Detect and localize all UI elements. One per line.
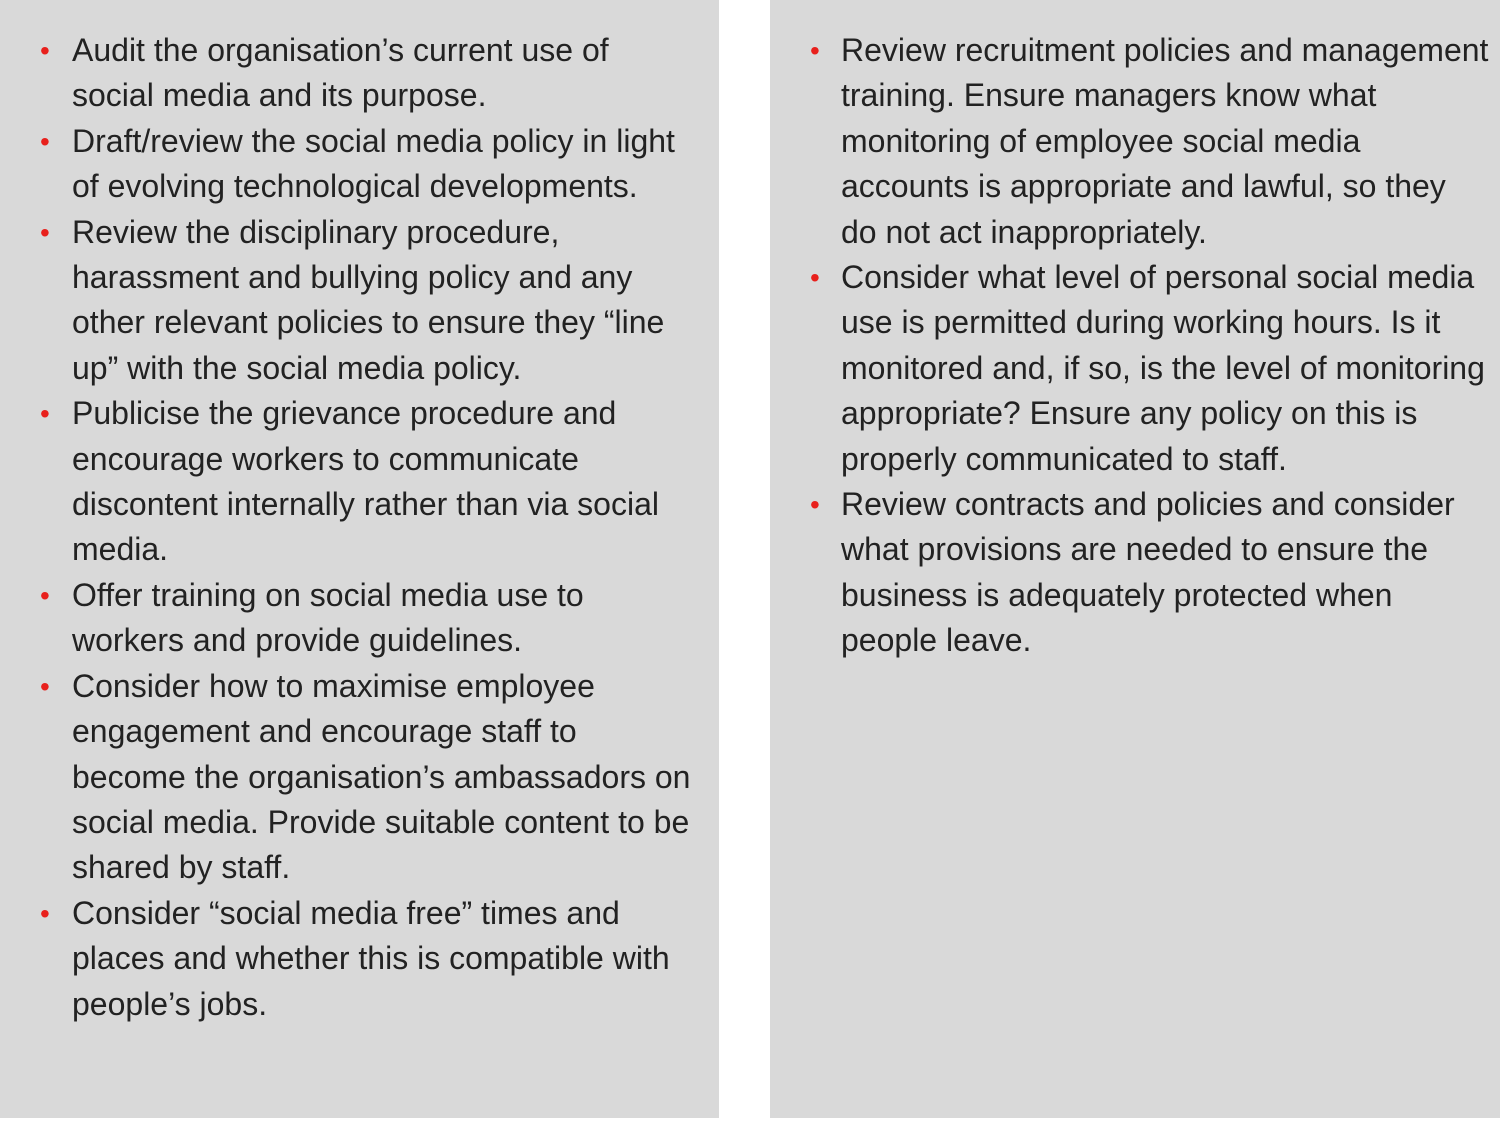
list-item-text: Review the disciplinary procedure, harassment and bullying policy and any other relevant policies to ensure they “line up” with the social media policy. bbox=[72, 213, 665, 386]
list-item-text: Consider what level of personal social media use is permitted during working hours. Is it monitored and, if so, is the level of monitoring appropriate? Ensure any policy on this is properly communicated to staff. bbox=[841, 259, 1485, 477]
bullet-icon: • bbox=[40, 35, 50, 66]
bullet-icon: • bbox=[810, 262, 820, 294]
left-bullet-list bbox=[40, 28, 699, 1027]
list-item-text: Review recruitment policies and management training. Ensure managers know what monitoring of employee social media accounts is appropriate and lawful, so they do not act inappropriately. bbox=[841, 32, 1489, 250]
list-item bbox=[810, 28, 1490, 255]
list-item-text: Audit the organisation’s current use of social media and its purpose. bbox=[72, 32, 609, 114]
bullet-icon: • bbox=[40, 897, 50, 929]
list-item-text: Consider how to maximise employee engagement and encourage staff to become the organisation’s ambassadors on social media. Provide suitable content to be shared by staff. bbox=[72, 667, 691, 886]
bullet-icon: • bbox=[40, 670, 50, 702]
bullet-icon: • bbox=[810, 489, 820, 521]
list-item bbox=[40, 391, 699, 573]
list-item bbox=[40, 210, 699, 392]
bullet-icon: • bbox=[40, 216, 50, 248]
right-panel bbox=[770, 0, 1500, 1118]
list-item bbox=[40, 119, 699, 210]
list-item-text: Offer training on social media use to workers and provide guidelines. bbox=[72, 576, 584, 659]
list-item bbox=[40, 573, 699, 664]
list-item-text: Publicise the grievance procedure and encourage workers to communicate discontent internally rather than via social media. bbox=[72, 395, 659, 568]
list-item-text: Review contracts and policies and consider what provisions are needed to ensure the business is adequately protected when people leave. bbox=[841, 486, 1455, 659]
list-item bbox=[810, 255, 1490, 482]
list-item bbox=[40, 891, 699, 1027]
bullet-icon: • bbox=[40, 125, 50, 157]
list-item bbox=[40, 28, 699, 119]
list-item-text: Draft/review the social media policy in light of evolving technological developments. bbox=[72, 122, 675, 205]
left-panel bbox=[0, 0, 719, 1118]
bullet-icon: • bbox=[40, 398, 50, 430]
list-item bbox=[40, 664, 699, 891]
bullet-icon: • bbox=[40, 579, 50, 611]
list-item-text: Consider “social media free” times and places and whether this is compatible with people’s jobs. bbox=[72, 894, 670, 1022]
right-bullet-list bbox=[810, 28, 1490, 664]
list-item bbox=[810, 482, 1490, 664]
bullet-icon: • bbox=[810, 35, 820, 66]
